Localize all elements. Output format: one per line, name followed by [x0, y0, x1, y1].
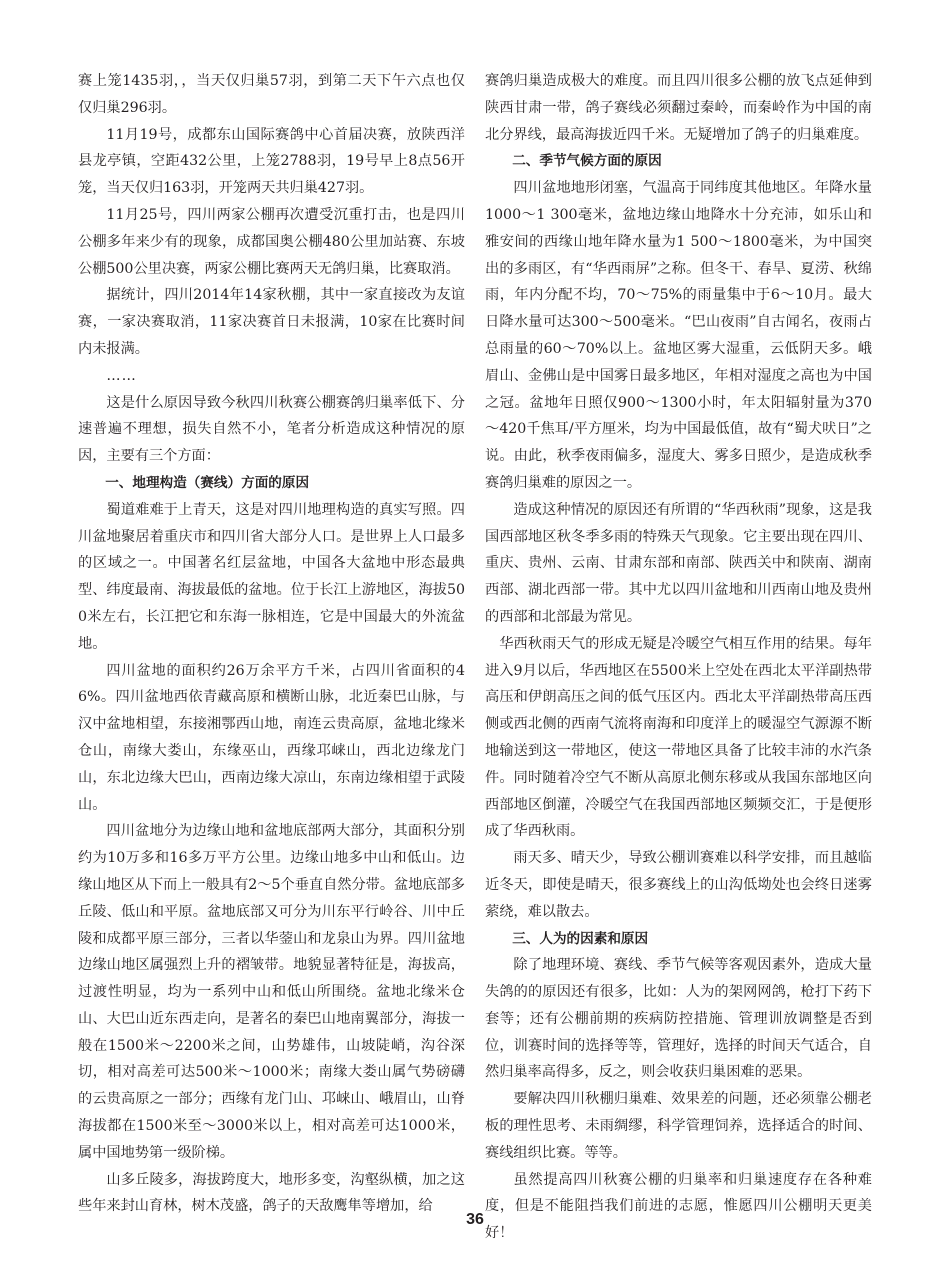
section-heading-geography: 一、地理构造（赛线）方面的原因 [105, 474, 310, 491]
paragraph: 雨天多、晴天少，导致公棚训赛难以科学安排，而且越临近冬天，即使是晴天，很多赛线上的山沟低坳处也会终日迷雾萦绕，难以散去。 [485, 850, 872, 920]
paragraph: 虽然提高四川秋赛公棚的归巢率和归巢速度存在各种难度，但是不能阻挡我们前进的志愿，惟愿四川公棚明天更美好！ [485, 1171, 872, 1242]
paragraph: 要解决四川秋棚归巢难、效果差的问题，还必须靠公棚老板的理性思考、未雨绸缪，科学管理饲养，选择适合的时间、赛线组织比赛。等等。 [485, 1091, 872, 1161]
paragraph: 蜀道难难于上青天，这是对四川地理构造的真实写照。四川盆地聚居着重庆市和四川省大部分人口。是世界上人口最多的区域之一。中国著名红层盆地，中国各大盆地中形态最典型、纬度最南、海拔最低的盆地。位于长江上游地区，海拔500米左右，长江把它和东海一脉相连，它是中国最大的外流盆地。 [78, 501, 465, 652]
paragraph: 华西秋雨天气的形成无疑是冷暖空气相互作用的结果。每年进入9月以后，华西地区在5500米上空处在西北太平洋副热带高压和伊朗高压之间的低气压区内。西北太平洋副热带高压西侧或西北侧的西南气流将南海和印度洋上的暖湿空气源源不断地输送到这一带地区，使这一带地区具备了比较丰沛的水汽条件。同时随着冷空气不断从高原北侧东移或从我国东部地区向西部地区倒灌，冷暖空气在我国西部地区频频交汇，于是便形成了华西秋雨。 [485, 635, 872, 840]
ellipsis: …… [106, 367, 137, 384]
paragraph: 赛上笼1435羽，，当天仅归巢57羽，到第二天下午六点也仅仅归巢296羽。 [78, 73, 465, 116]
paragraph: 造成这种情况的原因还有所谓的“华西秋雨”现象，这是我国西部地区秋冬季多雨的特殊天气现象。它主要出现在四川、重庆、贵州、云南、甘肃东部和南部、陕西关中和陕南、湖南西部、湖北西部一带。其中尤以四川盆地和川西南山地及贵州的西部和北部最为常见。 [485, 501, 872, 625]
paragraph: 四川盆地地形闭塞，气温高于同纬度其他地区。年降水量1000～1 300毫米，盆地边缘山地降水十分充沛，如乐山和雅安间的西缘山地年降水量为1 500～1800毫米，为中国突出的多雨区，有“华西雨屏”之称。但冬干、春旱、夏涝、秋绵雨，年内分配不均，70～75%的雨量集中于6～10月。最大日降水量可达300～500毫米。“巴山夜雨”自古闻名，夜雨占总雨量的60～70%以上。盆地区雾大湿重，云低阴天多。峨眉山、金佛山是中国雾日最多地区，年相对湿度之高也为中国之冠。盆地年日照仅900～1300小时，年太阳辐射量为370～420千焦耳/平方厘米，均为中国最低值，故有“蜀犬吠日”之说。由此，秋季夜雨偏多，湿度大、雾多日照少，是造成秋季赛鸽归巢难的原因之一。 [485, 180, 872, 491]
paragraph: 四川盆地分为边缘山地和盆地底部两大部分，其面积分别约为10万多和16多万平方公里。边缘山地多中山和低山。边缘山地区从下而上一般具有2～5个垂直自然分带。盆地底部多丘陵、低山和平原。盆地底部又可分为川东平行岭谷、川中丘陵和成都平原三部分，三者以华蓥山和龙泉山为界。四川盆地边缘山地区属强烈上升的褶皱带。地貌显著特征是，海拔高，过渡性明显，均为一系列中山和低山所围绕。盆地北缘米仓山、大巴山近东西走向，是著名的秦巴山地南翼部分，海拔一般在1500米～2200米之间，山势雄伟，山坡陡峭，沟谷深切，相对高差可达500米～1000米；南缘大娄山属气势磅礴的云贵高原之一部分；西缘有龙门山、邛崃山、峨眉山，山脊海拔都在1500米至～3000米以上，相对高差可达1000米，属中国地势第一级阶梯。 [78, 823, 465, 1161]
paragraph: 赛鸽归巢造成极大的难度。而且四川很多公棚的放飞点延伸到陕西甘肃一带，鸽子赛线必须翻过秦岭，而秦岭作为中国的南北分界线，最高海拔近四千米。无疑增加了鸽子的归巢难度。 [485, 73, 872, 143]
section-heading-climate: 二、季节气候方面的原因 [512, 153, 662, 170]
paragraph: 山多丘陵多，海拔跨度大，地形多变，沟壑纵横，加之这些年来封山育林，树木茂盛，鸽子的天敌鹰隼等增加，给 [78, 1171, 465, 1215]
section-heading-human-factors: 三、人为的因素和原因 [512, 930, 649, 947]
paragraph: 11月19号，成都东山国际赛鸽中心首届决赛，放陕西洋县龙亭镇，空距432公里，上笼2788羽，19号早上8点56开笼，当天仅归163羽，开笼两天共归巢427羽。 [78, 126, 465, 197]
page-number: 36 [466, 1211, 484, 1228]
right-column [485, 68, 872, 1247]
paragraph: 11月25号，四川两家公棚再次遭受沉重打击，也是四川公棚多年来少有的现象，成都国奥公棚480公里加站赛、东坡公棚500公里决赛，两家公棚比赛两天无鸽归巢，比赛取消。 [78, 206, 465, 277]
paragraph: 据统计，四川2014年14家秋棚，其中一家直接改为友谊赛，一家决赛取消，11家决赛首日未报满，10家在比赛时间内未报满。 [78, 287, 465, 357]
left-column [78, 68, 465, 1220]
paragraph: 四川盆地的面积约26万余平方千米，占四川省面积的46%。四川盆地西依青藏高原和横断山脉，北近秦巴山脉，与汉中盆地相望，东接湘鄂西山地，南连云贵高原，盆地北缘米仓山，南缘大娄山，东缘巫山，西缘邛崃山，西北边缘龙门山，东北边缘大巴山，西南边缘大凉山，东南边缘相望于武陵山。 [78, 662, 465, 813]
paragraph: 除了地理环境、赛线、季节气候等客观因素外，造成大量失鸽的的原因还有很多，比如：人为的架网网鸽，枪打下药下套等；还有公棚前期的疾病防控措施、管理训放调整是否到位，训赛时间的选择等等，管理好，选择的时间天气适合，自然归巢率高得多，反之，则会收获归巢困难的恶果。 [485, 957, 872, 1081]
paragraph: 这是什么原因导致今秋四川秋赛公棚赛鸽归巢率低下、分速普遍不理想，损失自然不小，笔者分析造成这种情况的原因，主要有三个方面： [78, 394, 465, 465]
